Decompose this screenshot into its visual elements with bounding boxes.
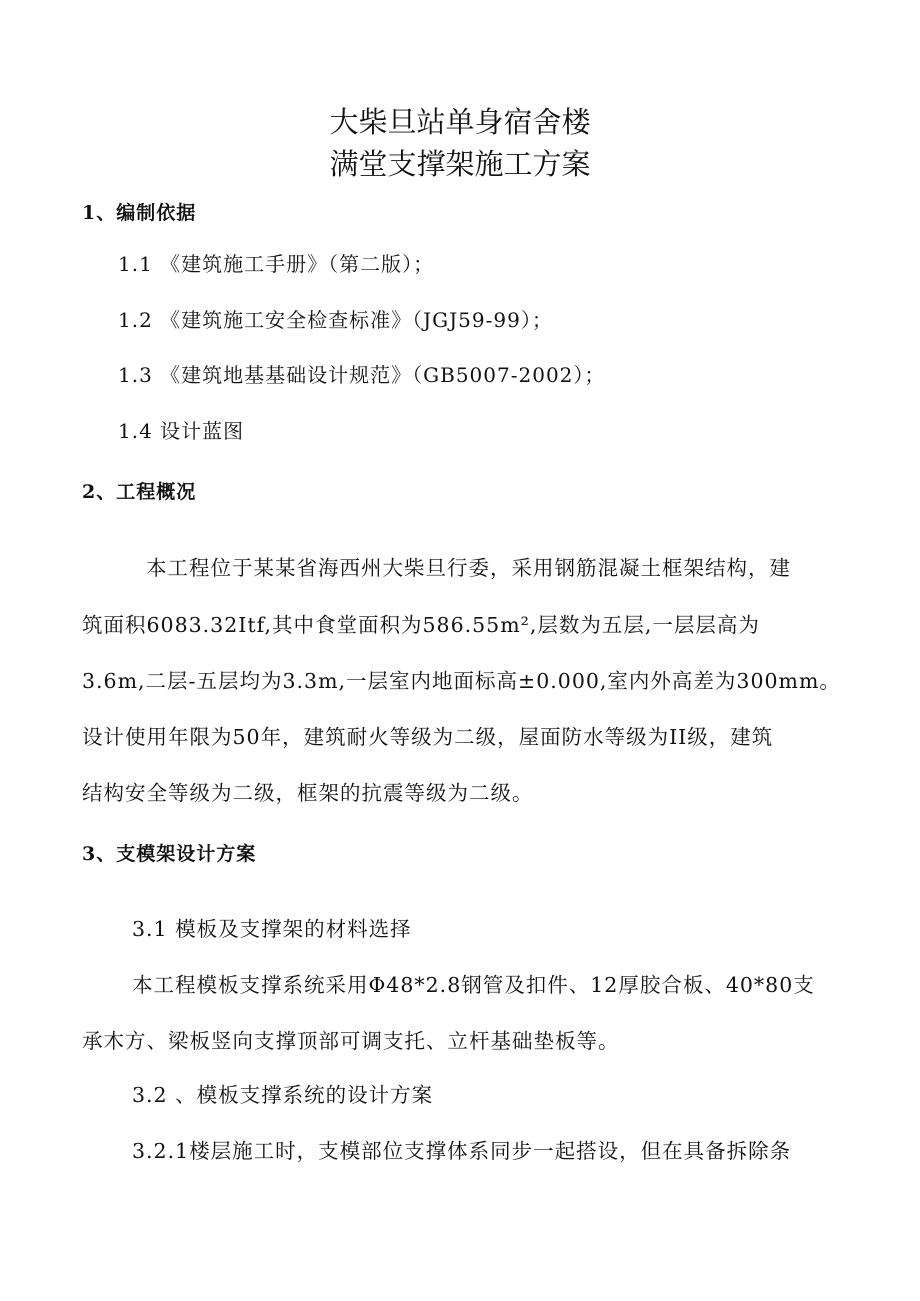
reference-item-1-1: 1.1 《建筑施工手册》（第二版）； [118, 252, 435, 276]
section-2-heading: 2、工程概况 [82, 481, 197, 503]
overview-paragraph-line-4: 设计使用年限为50年，建筑耐火等级为二级，屋面防水等级为II级，建筑 [82, 725, 774, 749]
section-1-heading: 1、编制依据 [82, 202, 197, 224]
design-paragraph-line-1: 3.2.1楼层施工时，支模部位支撑体系同步一起搭设，但在具备拆除条 [132, 1139, 792, 1163]
page-title-line-2: 满堂支撑架施工方案 [329, 147, 591, 181]
reference-item-1-2: 1.2 《建筑施工安全检查标准》（JGJ59-99）； [118, 308, 553, 332]
overview-paragraph-line-5: 结构安全等级为二级，框架的抗震等级为二级。 [82, 781, 534, 805]
page-title-line-1: 大柴旦站单身宿舍楼 [329, 105, 591, 139]
reference-item-1-4: 1.4 设计蓝图 [118, 419, 245, 443]
overview-paragraph-line-3: 3.6m,二层-五层均为3.3m,一层室内地面标高±0.000,室内外高差为300mm。 [82, 669, 841, 693]
reference-item-1-3: 1.3 《建筑地基基础设计规范》（GB5007-2002）； [118, 363, 606, 387]
overview-paragraph-line-2: 筑面积6083.32Itf,其中食堂面积为586.55m²,层数为五层,一层层高为 [82, 613, 760, 637]
subsection-3-1-title: 3.1 模板及支撑架的材料选择 [132, 917, 412, 941]
section-3-heading: 3、支模架设计方案 [82, 843, 257, 865]
subsection-3-2-title: 3.2 、模板支撑系统的设计方案 [132, 1083, 434, 1107]
overview-paragraph-line-1: 本工程位于某某省海西州大柴旦行委，采用钢筋混凝土框架结构，建 [146, 556, 791, 580]
materials-paragraph-line-1: 本工程模板支撑系统采用Φ48*2.8钢管及扣件、12厚胶合板、40*80支 [132, 973, 815, 997]
materials-paragraph-line-2: 承木方、梁板竖向支撑顶部可调支托、立杆基础垫板等。 [82, 1029, 620, 1053]
